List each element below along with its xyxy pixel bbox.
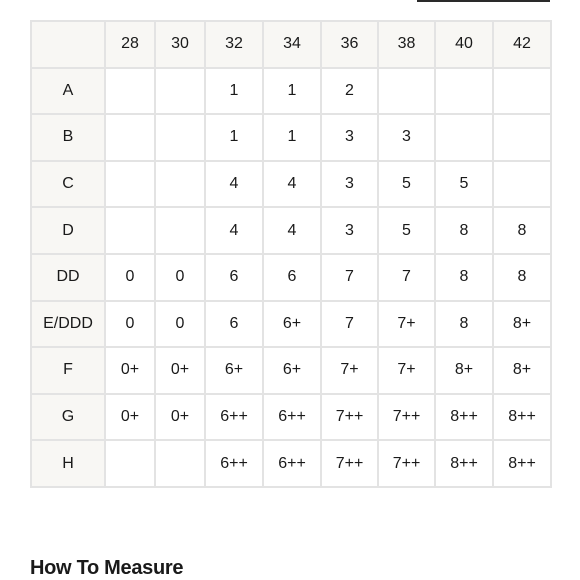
column-header: 30 [155,21,205,68]
table-cell [493,68,551,115]
table-cell: 8++ [435,440,493,487]
row-header: C [31,161,105,208]
table-cell [155,440,205,487]
table-cell: 6+ [205,347,263,394]
table-cell: 3 [378,114,435,161]
table-cell: 6++ [263,440,321,487]
table-cell [493,161,551,208]
table-cell: 3 [321,207,378,254]
column-header: 32 [205,21,263,68]
table-cell: 0 [155,254,205,301]
table-cell: 8+ [493,347,551,394]
table-cell: 6 [263,254,321,301]
table-cell [105,68,155,115]
table-cell [155,207,205,254]
table-cell: 1 [205,68,263,115]
table-cell: 6 [205,301,263,348]
table-cell [105,440,155,487]
table-cell [105,207,155,254]
table-cell: 4 [263,161,321,208]
table-cell: 8++ [493,440,551,487]
table-cell: 7+ [378,301,435,348]
table-cell [378,68,435,115]
table-cell [155,161,205,208]
table-cell: 7 [321,301,378,348]
table-cell: 8+ [435,347,493,394]
table-cell: 5 [378,207,435,254]
column-header: 42 [493,21,551,68]
table-cell [105,114,155,161]
table-cell: 0+ [105,347,155,394]
table-cell: 6+ [263,301,321,348]
table-cell [435,114,493,161]
table-cell: 4 [205,207,263,254]
table-cell: 7++ [378,394,435,441]
table-cell: 7 [321,254,378,301]
table-cell: 6++ [263,394,321,441]
column-header: 40 [435,21,493,68]
table-cell: 3 [321,161,378,208]
table-cell: 8 [493,207,551,254]
table-cell: 5 [435,161,493,208]
row-header: F [31,347,105,394]
table-cell: 1 [263,114,321,161]
table-cell: 6++ [205,394,263,441]
table-cell: 0+ [105,394,155,441]
corner-cell [31,21,105,68]
table-row [31,440,551,487]
table-cell: 0+ [155,347,205,394]
header-row [31,21,551,68]
table-cell: 2 [321,68,378,115]
table-cell: 4 [263,207,321,254]
table-row [31,114,551,161]
table-cell: 4 [205,161,263,208]
table-cell: 6++ [205,440,263,487]
table-cell: 3 [321,114,378,161]
table-cell: 1 [263,68,321,115]
table-cell [435,68,493,115]
table-cell [105,161,155,208]
table-cell: 8+ [493,301,551,348]
table-cell: 8++ [493,394,551,441]
row-header: E/DDD [31,301,105,348]
table-cell: 0 [105,254,155,301]
table-cell [493,114,551,161]
row-header: D [31,207,105,254]
table-row [31,161,551,208]
table-cell [155,68,205,115]
divider-line [417,0,550,2]
table-cell: 8 [435,301,493,348]
table-cell: 0+ [155,394,205,441]
table-cell: 8++ [435,394,493,441]
table-row [31,207,551,254]
column-header: 34 [263,21,321,68]
how-to-measure-heading: How To Measure [30,557,184,579]
column-header: 28 [105,21,155,68]
table-cell: 0 [155,301,205,348]
table-cell: 7++ [378,440,435,487]
row-header: H [31,440,105,487]
table-cell: 7 [378,254,435,301]
row-header: DD [31,254,105,301]
table-cell: 0 [105,301,155,348]
row-header: G [31,394,105,441]
size-chart-table [30,20,552,488]
table-cell: 7++ [321,394,378,441]
column-header: 38 [378,21,435,68]
table-row [31,347,551,394]
table-cell: 7+ [321,347,378,394]
table-cell: 8 [493,254,551,301]
table-row [31,68,551,115]
table-row [31,301,551,348]
table-cell: 8 [435,254,493,301]
column-header: 36 [321,21,378,68]
table-row [31,394,551,441]
table-row [31,254,551,301]
table-cell: 5 [378,161,435,208]
table-cell: 8 [435,207,493,254]
table-cell [155,114,205,161]
table-cell: 1 [205,114,263,161]
row-header: B [31,114,105,161]
table-cell: 6+ [263,347,321,394]
row-header: A [31,68,105,115]
table-cell: 7+ [378,347,435,394]
table-cell: 7++ [321,440,378,487]
table-cell: 6 [205,254,263,301]
